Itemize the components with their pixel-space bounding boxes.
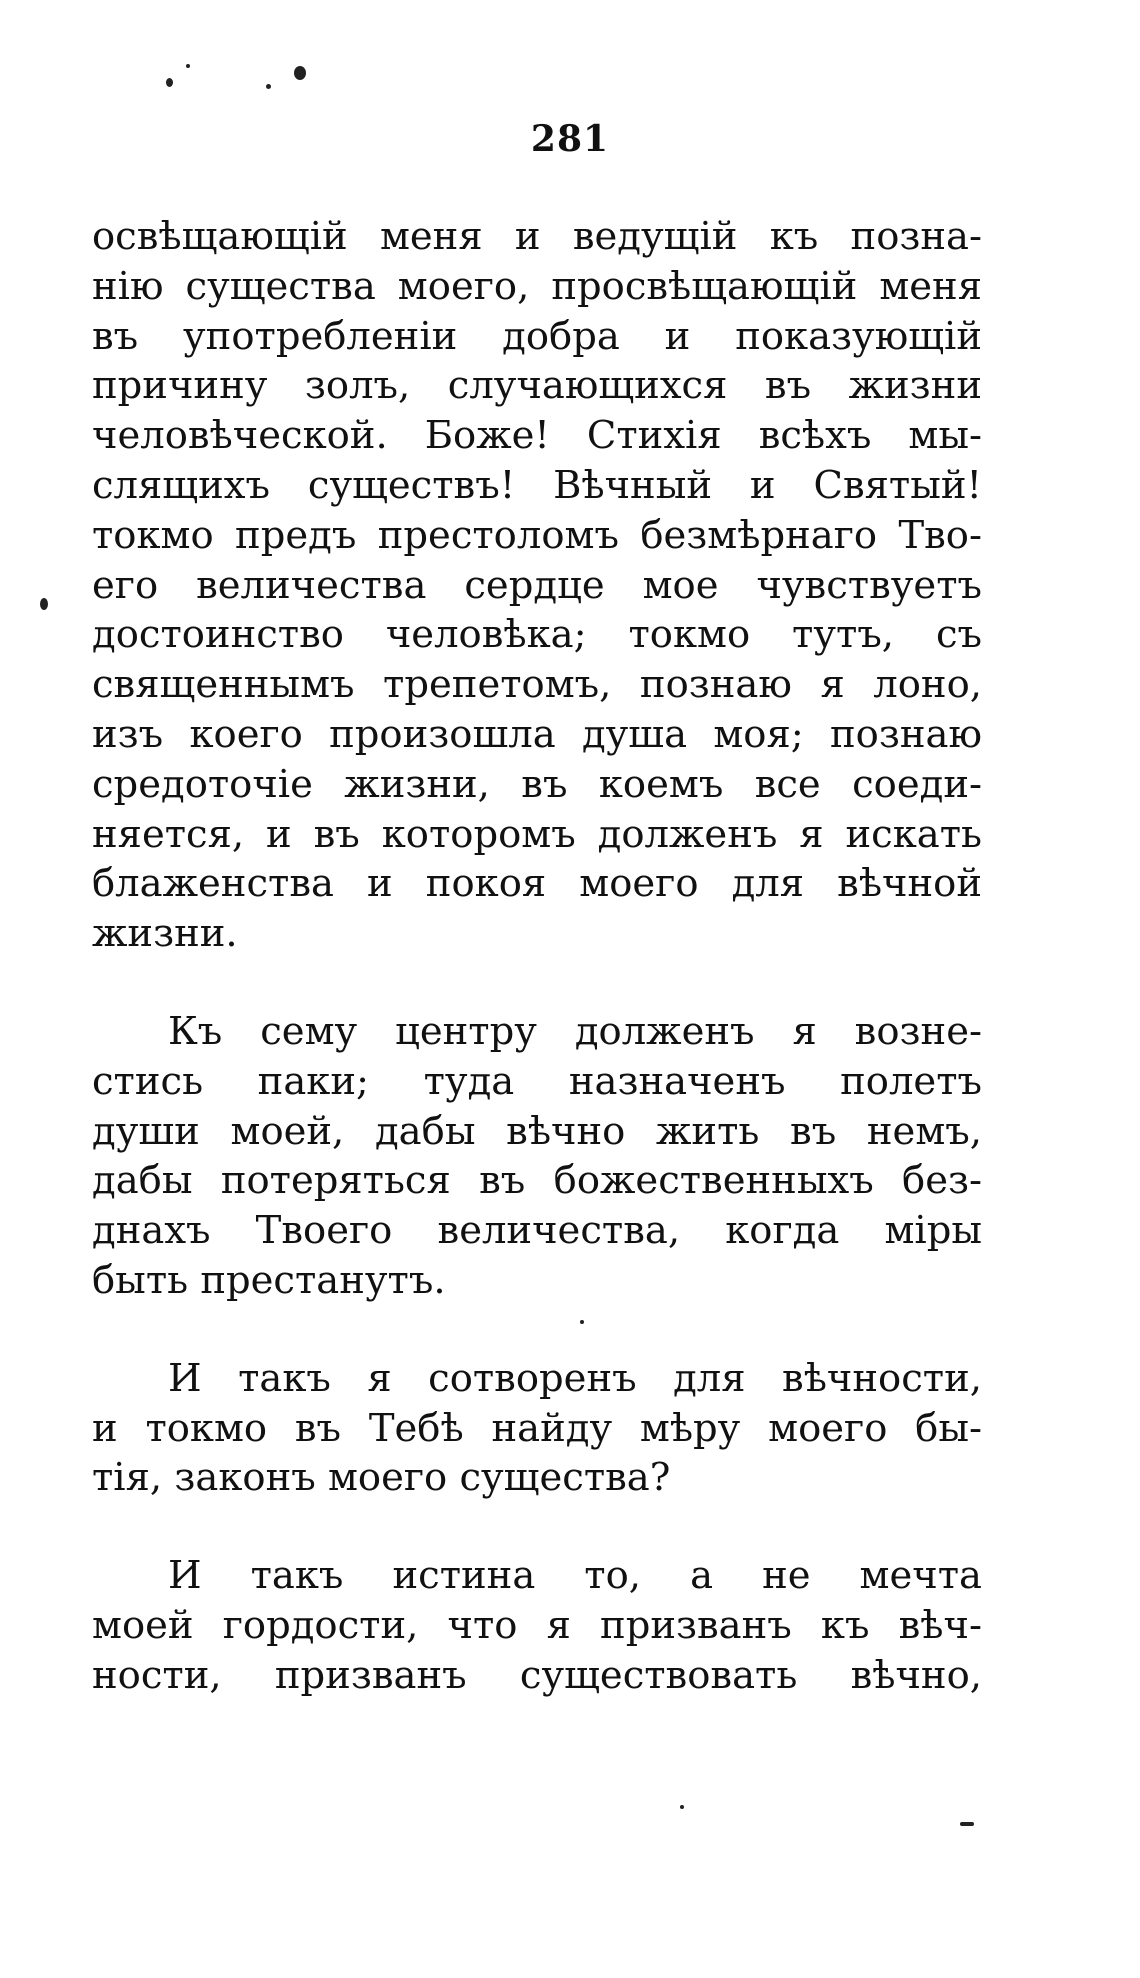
text-line: человѣческой. Боже! Стихія всѣхъ мы- [92,413,982,459]
text-line: въ употребленіи добра и показующій [92,313,982,359]
ink-speck [186,64,190,68]
text-line: токмо предъ престоломъ безмѣрнаго Тво- [92,512,982,558]
text-line: и токмо въ Тебѣ найду мѣру моего бы- [92,1405,982,1451]
ink-speck [680,1805,684,1809]
text-line: его величества сердце мое чувствуетъ [92,562,982,608]
text-line: достоинство человѣка; токмо тутъ, съ [92,612,982,658]
text-line: И такъ истина то, а не мечта [168,1553,982,1599]
text-line: быть престанутъ. [92,1257,446,1303]
text-line: И такъ я сотворенъ для вѣчности, [168,1355,982,1401]
body-text [92,212,982,1749]
text-line: няется, и въ которомъ долженъ я искать [92,811,982,857]
page-number: 281 [530,118,610,160]
text-line: священнымъ трепетомъ, познаю я лоно, [92,662,982,708]
text-line: освѣщающій меня и ведущій къ позна- [92,214,982,259]
text-line: стись паки; туда назначенъ полетъ [92,1058,982,1104]
text-line: средоточіе жизни, въ коемъ все соеди- [92,761,982,807]
text-line: блаженства и покоя моего для вѣчной [92,861,982,907]
text-line: дабы потеряться въ божественныхъ без- [92,1158,982,1204]
text-line: днахъ Твоего величества, когда міры [92,1208,982,1254]
ink-speck [166,78,173,87]
ink-speck [266,84,271,89]
text-line: моей гордости, что я призванъ къ вѣч- [92,1602,982,1648]
paragraph-2 [92,1007,982,1306]
ink-speck [960,1822,974,1826]
text-line: жизни. [92,911,238,957]
ink-speck [40,598,48,610]
paragraph-3 [92,1354,982,1503]
text-line: изъ коего произошла душа моя; познаю [92,711,982,757]
text-line: ности, призванъ существовать вѣчно, [92,1652,982,1698]
ink-speck [294,66,306,80]
text-line: слящихъ существъ! Вѣчный и Святый! [92,462,982,508]
text-line: причину золъ, случающихся въ жизни [92,363,982,409]
text-line: тія, законъ моего существа? [92,1455,671,1501]
paragraph-1 [92,212,982,959]
text-line: души моей, дабы вѣчно жить въ немъ, [92,1108,982,1154]
paragraph-4 [92,1551,982,1700]
text-line: Къ сему центру долженъ я возне- [168,1008,982,1054]
text-line: нію существа моего, просвѣщающій меня [92,263,982,309]
